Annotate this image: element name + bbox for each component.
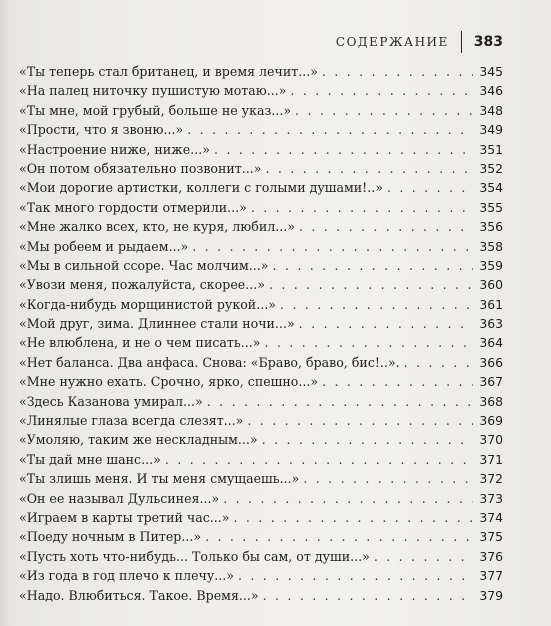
toc-leader-dots (233, 510, 473, 525)
toc-entry (19, 394, 503, 413)
toc-entry (19, 219, 503, 238)
toc-entry-page: 377 (479, 568, 503, 584)
page-gutter-shadow (0, 0, 10, 626)
toc-entry (19, 83, 503, 102)
toc-entry-title: «Поеду ночным в Питер...» (19, 529, 202, 545)
toc-leader-dots (187, 122, 473, 137)
toc-leader-dots (165, 452, 473, 467)
toc-entry (19, 103, 503, 122)
toc-entry-title: «Ты мне, мой грубый, больше не указ...» (19, 102, 292, 118)
toc-entry-page: 369 (479, 413, 503, 429)
toc-entry-page: 359 (479, 257, 503, 273)
toc-entry (19, 452, 503, 471)
toc-entry (19, 335, 503, 354)
toc-entry-title: «Ты злишь меня. И ты меня смущаешь...» (19, 471, 300, 487)
toc-entry-title: «Мы робеем и рыдаем...» (19, 238, 189, 254)
toc-entry (19, 297, 503, 316)
toc-entry-page: 367 (479, 374, 503, 390)
toc-entry (19, 122, 503, 141)
toc-entry-title: «Мне нужно ехать. Срочно, ярко, спешно...» (19, 374, 319, 390)
toc-leader-dots (238, 568, 473, 583)
toc-entry (19, 374, 503, 393)
toc-entry-page: 372 (479, 471, 503, 487)
toc-entry-page: 370 (479, 432, 503, 448)
toc-entry-page: 363 (479, 316, 503, 332)
toc-entry-title: «Так много гордости отмерили...» (19, 199, 247, 215)
toc-entry (19, 142, 503, 161)
toc-entry-page: 374 (479, 509, 503, 525)
toc-leader-dots (192, 239, 473, 254)
toc-entry (19, 239, 503, 258)
toc-entry-title: «Пусть хоть что-нибудь... Только бы сам, от души...» (19, 548, 370, 564)
toc-entry (19, 529, 503, 548)
toc-leader-dots (269, 277, 473, 292)
toc-leader-dots (290, 83, 473, 98)
toc-entry-page: 358 (479, 238, 503, 254)
toc-entry-page: 376 (479, 548, 503, 564)
toc-entry (19, 510, 503, 529)
toc-entry-title: «Мне жалко всех, кто, не куря, любил...» (19, 219, 295, 235)
toc-entry (19, 471, 503, 490)
toc-entry-title: «Мой друг, зима. Длиннее стали ночи...» (19, 316, 295, 332)
table-of-contents (19, 64, 503, 607)
toc-leader-dots (299, 219, 473, 234)
toc-leader-dots (387, 180, 473, 195)
toc-leader-dots (374, 549, 473, 564)
toc-entry-page: 360 (479, 277, 503, 293)
running-head (336, 31, 503, 53)
toc-leader-dots (205, 529, 473, 544)
toc-entry-title: «Ты дай мне шанс...» (19, 451, 161, 467)
toc-entry-page: 348 (479, 102, 503, 118)
toc-leader-dots (273, 258, 473, 273)
page-number: 383 (473, 34, 503, 50)
toc-entry-title: «Из года в год плечо к плечу...» (19, 568, 234, 584)
toc-leader-dots (264, 335, 473, 350)
toc-entry-title: «Когда-нибудь морщинистой рукой...» (19, 296, 276, 312)
toc-entry-title: «Умоляю, таким же нескладным...» (19, 432, 258, 448)
toc-entry-title: «На палец ниточку пушистую мотаю...» (19, 83, 287, 99)
toc-entry-title: «Мы в сильной ссоре. Час молчим...» (19, 257, 269, 273)
toc-leader-dots (299, 316, 473, 331)
toc-leader-dots (265, 161, 473, 176)
toc-leader-dots (262, 432, 473, 447)
toc-entry-title: «Надо. Влюбиться. Такое. Время...» (19, 587, 259, 603)
running-head-divider (461, 31, 462, 53)
toc-entry-title: «Он ее называл Дульсинея...» (19, 490, 220, 506)
toc-entry-page: 371 (479, 451, 503, 467)
toc-entry-page: 361 (479, 296, 503, 312)
toc-entry (19, 432, 503, 451)
toc-entry (19, 549, 503, 568)
toc-entry-page: 352 (479, 160, 503, 176)
toc-entry-title: «Он потом обязательно позвонит...» (19, 160, 262, 176)
toc-entry-page: 366 (479, 354, 503, 370)
toc-entry-page: 355 (479, 199, 503, 215)
toc-entry (19, 491, 503, 510)
toc-entry (19, 200, 503, 219)
toc-entry-page: 375 (479, 529, 503, 545)
toc-entry-page: 349 (479, 122, 503, 138)
toc-entry-title: «Нет баланса. Два анфаса. Снова: «Браво, браво, бис!..». (19, 354, 400, 370)
toc-leader-dots (303, 471, 473, 486)
toc-entry-title: «Ты теперь стал британец, и время лечит...» (19, 64, 318, 79)
toc-entry-title: «Линялые глаза всегда слезят...» (19, 413, 244, 429)
toc-entry (19, 413, 503, 432)
toc-entry-title: «Здесь Казанова умирал...» (19, 393, 203, 409)
toc-entry-page: 354 (479, 180, 503, 196)
toc-entry-title: «Прости, что я звоню...» (19, 122, 184, 138)
toc-entry (19, 64, 503, 83)
toc-entry-title: «Играем в карты третий час...» (19, 509, 230, 525)
toc-entry (19, 568, 503, 587)
toc-leader-dots (247, 413, 473, 428)
toc-entry-page: 373 (479, 490, 503, 506)
toc-entry (19, 258, 503, 277)
toc-entry-title: «Мои дорогие артистки, коллеги с голыми душами!..» (19, 180, 383, 196)
toc-entry-page: 364 (479, 335, 503, 351)
toc-entry-page: 368 (479, 393, 503, 409)
toc-entry (19, 355, 503, 374)
toc-leader-dots (322, 374, 473, 389)
toc-leader-dots (295, 103, 473, 118)
toc-entry-page: 345 (479, 64, 503, 79)
toc-entry-page: 379 (479, 587, 503, 603)
toc-leader-dots (263, 588, 473, 603)
toc-entry-page: 351 (479, 141, 503, 157)
toc-entry (19, 180, 503, 199)
toc-leader-dots (207, 394, 473, 409)
toc-leader-dots (280, 297, 473, 312)
toc-entry (19, 277, 503, 296)
toc-entry (19, 316, 503, 335)
toc-entry-page: 346 (479, 83, 503, 99)
toc-leader-dots (214, 142, 473, 157)
toc-entry-page: 356 (479, 219, 503, 235)
toc-leader-dots (251, 200, 473, 215)
toc-entry-title: «Увози меня, пожалуйста, скорее...» (19, 277, 265, 293)
toc-entry (19, 161, 503, 180)
toc-leader-dots (322, 64, 473, 79)
toc-leader-dots (223, 491, 473, 506)
toc-entry (19, 588, 503, 607)
running-head-title: СОДЕРЖАНИЕ (335, 35, 449, 49)
toc-entry-title: «Не влюблена, и не о чем писать...» (19, 335, 261, 351)
toc-entry-title: «Настроение ниже, ниже...» (19, 141, 210, 157)
toc-leader-dots (404, 355, 473, 370)
